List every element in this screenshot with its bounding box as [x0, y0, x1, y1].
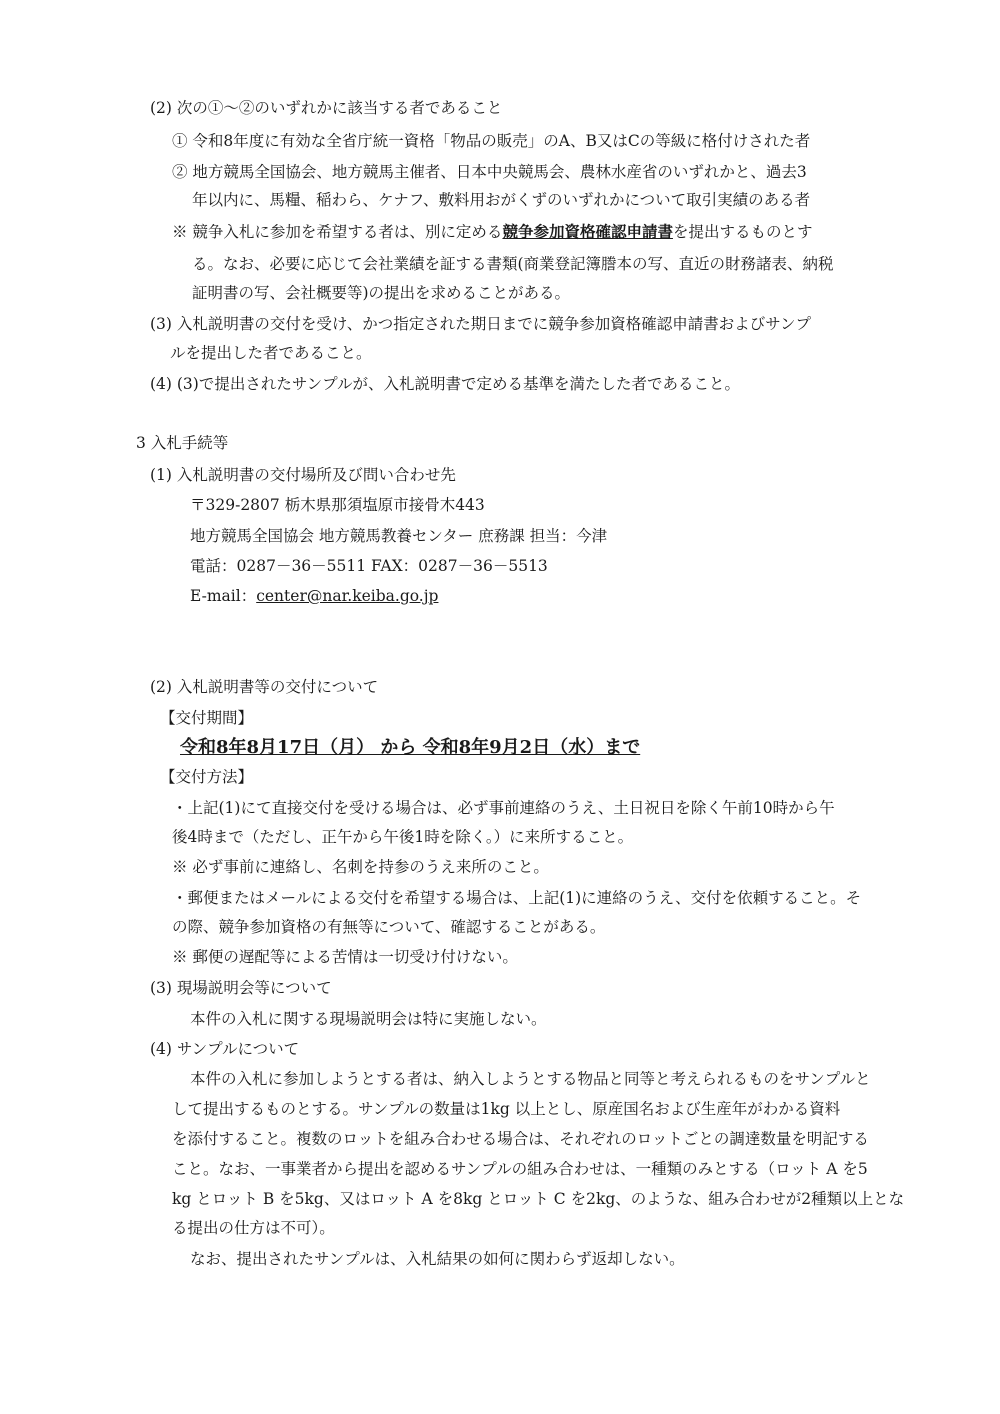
method-1-note: ※ 必ず事前に連絡し、名刺を持参のうえ来所のこと。	[172, 858, 549, 876]
note-line-1-after: を提出するものとす	[672, 223, 813, 241]
method-2-line-2: の際、競争参加資格の有無等について、確認することがある。	[172, 918, 606, 936]
sample-line-3: を添付すること。複数のロットを組み合わせる場合は、それぞれのロットごとの調達数量を明記する	[172, 1130, 869, 1148]
distribution-period: 令和8年8月17日（月） から 令和8年9月2日（水）まで	[180, 737, 641, 758]
item-4: (4) (3)で提出されたサンプルが、入札説明書で定める基準を満たした者であること。	[150, 375, 740, 393]
method-1-line-1: ・上記(1)にて直接交付を受ける場合は、必ず事前連絡のうえ、土日祝日を除く午前10時から午	[172, 799, 835, 817]
application-form-name: 競争参加資格確認申請書	[502, 222, 673, 241]
sample-heading: (4) サンプルについて	[150, 1040, 300, 1058]
method-2-line-1: ・郵便またはメールによる交付を希望する場合は、上記(1)に連絡のうえ、交付を依頼すること。そ	[172, 889, 862, 907]
method-1-line-2: 後4時まで（ただし、正午から午後1時を除く。）に来所すること。	[172, 828, 634, 846]
item-2-heading: (2) 次の①～②のいずれかに該当する者であること	[150, 99, 503, 117]
period-label: 【交付期間】	[160, 709, 254, 727]
method-label: 【交付方法】	[160, 768, 254, 786]
email-line	[190, 586, 438, 606]
contact-heading: (1) 入札説明書の交付場所及び問い合わせ先	[150, 466, 456, 484]
note-line-1	[172, 222, 812, 242]
distribution-heading: (2) 入札説明書等の交付について	[150, 678, 379, 696]
sub-item-2-line-2: 年以内に、馬糧、稲わら、ケナフ、敷料用おがくずのいずれかについて取引実績のある者	[192, 191, 811, 209]
item-3-line-2: ルを提出した者であること。	[170, 344, 372, 362]
sub-item-1: ① 令和8年度に有効な全省庁統一資格「物品の販売」のA、B又はCの等級に格付けされた者	[172, 132, 811, 150]
office-name: 地方競馬全国協会 地方競馬教養センター 庶務課 担当：今津	[190, 527, 608, 545]
method-2-note: ※ 郵便の遅配等による苦情は一切受け付けない。	[172, 948, 518, 966]
sample-line-4: こと。なお、一事業者から提出を認めるサンプルの組み合わせは、一種類のみとする（ロット A を5	[172, 1160, 868, 1178]
note-line-2: る。なお、必要に応じて会社業績を証する書類(商業登記簿謄本の写、直近の財務諸表、納税	[192, 255, 834, 273]
phone-fax: 電話：0287－36－5511 FAX：0287－36－5513	[190, 557, 548, 575]
sub-item-2-line-1: ② 地方競馬全国協会、地方競馬主催者、日本中央競馬会、農林水産省のいずれかと、過去3	[172, 163, 807, 181]
section-3-heading: 3 入札手続等	[136, 434, 229, 452]
sample-line-6: る提出の仕方は不可）。	[172, 1219, 335, 1237]
postal-address: 〒329-2807 栃木県那須塩原市接骨木443	[190, 496, 485, 514]
email-label: E-mail：	[190, 587, 257, 605]
sample-return-note: なお、提出されたサンプルは、入札結果の如何に関わらず返却しない。	[190, 1250, 685, 1268]
note-line-3: 証明書の写、会社概要等)の提出を求めることがある。	[192, 284, 571, 302]
sample-line-5: kg とロット B を5kg、又はロット A を8kg とロット C を2kg、のような、組み合わせが2種類以上とな	[172, 1190, 905, 1208]
note-line-1-before: ※ 競争入札に参加を希望する者は、別に定める	[172, 223, 503, 241]
sample-line-2: して提出するものとする。サンプルの数量は1kg 以上とし、原産国名および生産年がわかる資料	[172, 1100, 841, 1118]
email-link[interactable]: center@nar.keiba.go.jp	[256, 587, 439, 605]
site-briefing-heading: (3) 現場説明会等について	[150, 979, 332, 997]
sample-line-1: 本件の入札に参加しようとする者は、納入しようとする物品と同等と考えられるものをサンプルと	[190, 1070, 871, 1088]
site-briefing-body: 本件の入札に関する現場説明会は特に実施しない。	[190, 1010, 547, 1028]
item-3-line-1: (3) 入札説明書の交付を受け、かつ指定された期日までに競争参加資格確認申請書およびサンプ	[150, 315, 811, 333]
